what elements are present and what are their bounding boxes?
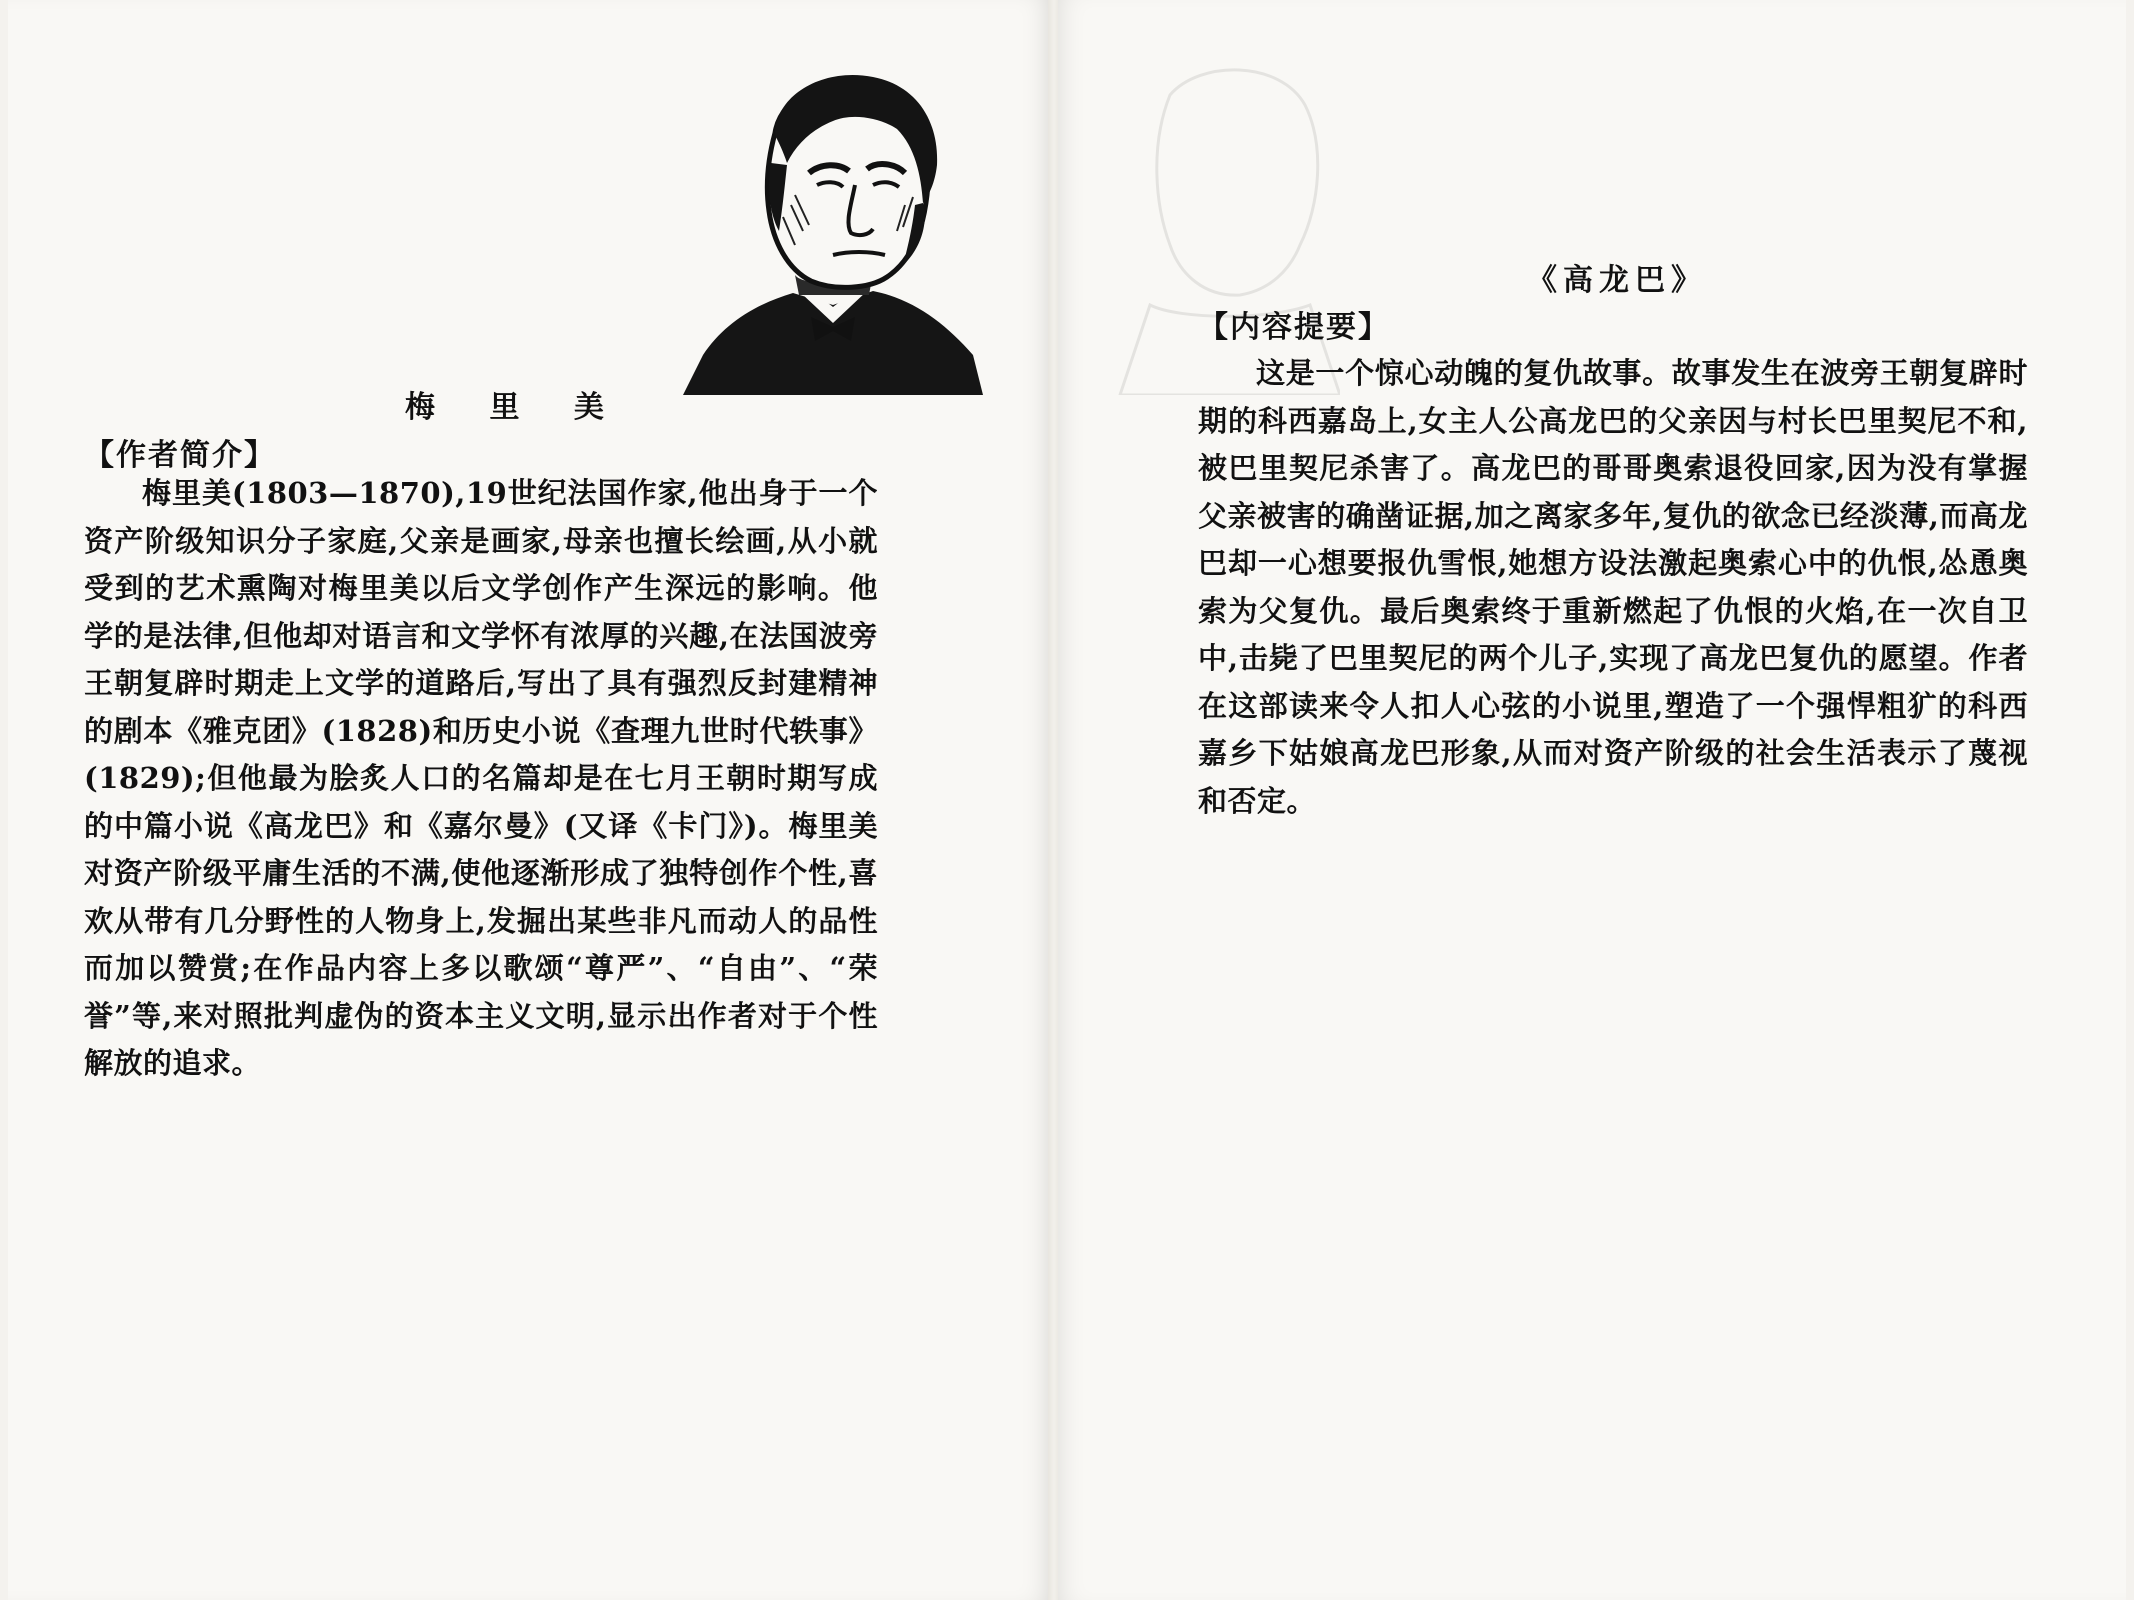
- content-summary-heading: 【内容提要】: [1198, 310, 1390, 345]
- book-title: 《高龙巴》: [1527, 263, 1707, 298]
- content-summary-text: 这是一个惊心动魄的复仇故事。故事发生在波旁王朝复辟时期的科西嘉岛上,女主人公高龙巴的父亲因与村长巴里契尼不和,被巴里契尼杀害了。高龙巴的哥哥奥索退役回家,因为没有掌握父亲被害的确凿证据,加之离家多年,复仇的欲念已经淡薄,而高龙巴却一心想要报仇雪恨,她想方设法激起奥索心中的仇恨,怂恿奥索为父复仇。最后奥索终于重新燃起了仇恨的火焰,在一次自卫中,击毙了巴里契尼的两个儿子,实现了高龙巴复仇的愿望。作者在这部读来令人扣人心弦的小说里,塑造了一个强悍粗犷的科西嘉乡下姑娘高龙巴形象,从而对资产阶级的社会生活表示了蔑视和否定。: [1198, 356, 2028, 818]
- author-portrait-image: [683, 55, 983, 395]
- author-name: 梅 里 美: [405, 390, 626, 425]
- author-intro-heading: 【作者简介】: [84, 438, 276, 473]
- author-intro-text: 梅里美(1803—1870),19世纪法国作家,他出身于一个资产阶级知识分子家庭,父亲是画家,母亲也擅长绘画,从小就受到的艺术熏陶对梅里美以后文学创作产生深远的影响。他学的是法律,但他却对语言和文学怀有浓厚的兴趣,在法国波旁王朝复辟时期走上文学的道路后,写出了具有强烈反封建精神的剧本《雅克团》(1828)和历史小说《查理九世时代轶事》(1829);但他最为脍炙人口的名篇却是在七月王朝时期写成的中篇小说《高龙巴》和《嘉尔曼》(又译《卡门》)。梅里美对资产阶级平庸生活的不满,使他逐渐形成了独特创作个性,喜欢从带有几分野性的人物身上,发掘出某些非凡而动人的品性而加以赞赏;在作品内容上多以歌颂“尊严”、“自由”、“荣誉”等,来对照批判虚伪的资本主义文明,显示出作者对于个性解放的追求。: [84, 476, 879, 1080]
